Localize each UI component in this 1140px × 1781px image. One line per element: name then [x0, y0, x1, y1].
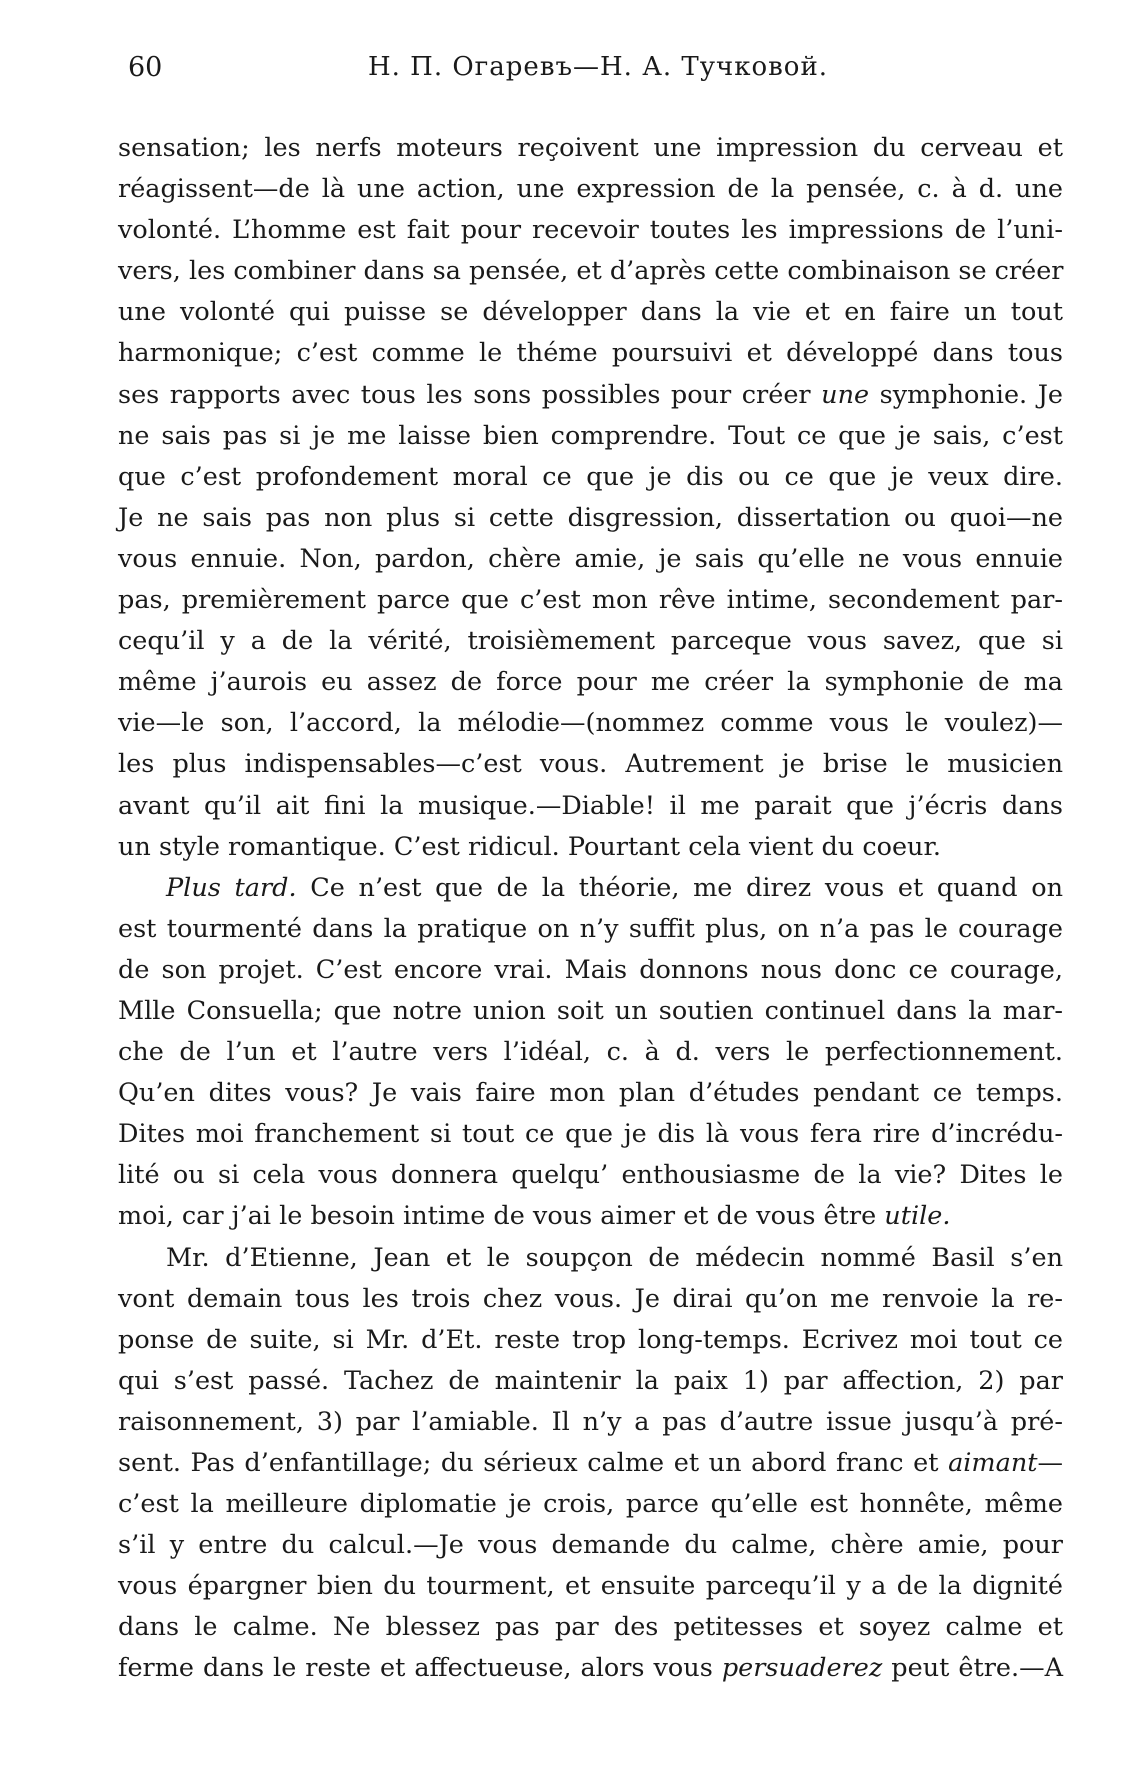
text-line: vous épargner bien du tourment, et ensuite parcequ’il y a de la dignité: [118, 1571, 1063, 1602]
text-line: [118, 1443, 1063, 1484]
text-segment: Ce n’est que de la théorie, me direz vous et quand on: [296, 872, 1064, 903]
text-segment: moi, car j’ai le besoin intime de vous aimer et de vous être: [118, 1201, 885, 1232]
italic-segment: une: [821, 379, 870, 410]
running-head: Н. П. Огаревъ—Н. А. Тучковой.: [367, 52, 829, 82]
text-line: Je ne sais pas non plus si cette disgression, dissertation ou quoi—ne: [118, 502, 1063, 533]
text-line: de son projet. C’est encore vrai. Mais donnons nous donc ce courage,: [118, 954, 1063, 985]
text-line: dans le calme. Ne blessez pas par des petitesses et soyez calme et: [118, 1612, 1063, 1643]
text-line: [118, 1648, 1063, 1689]
text-line: Dites moi franchement si tout ce que je dis là vous fera rire d’incrédu-: [118, 1119, 1063, 1150]
text-line: vers, les combiner dans sa pensée, et d’après cette combinaison se créer: [118, 256, 1064, 287]
text-line: lité ou si cela vous donnera quelqu’ enthousiasme de la vie? Dites le: [118, 1160, 1063, 1191]
text-segment: sent. Pas d’enfantillage; du sérieux calme et un abord franc et: [118, 1448, 949, 1478]
text-line: Mr. d’Etienne, Jean et le soupçon de médecin nommé Basil s’en: [166, 1242, 1063, 1273]
text-line: ne sais pas si je me laisse bien comprendre. Tout ce que je sais, c’est: [118, 420, 1063, 451]
text-segment: ses rapports avec tous les sons possibles pour créer: [118, 379, 822, 410]
text-line: que c’est profondement moral ce que je dis ou ce que je veux dire.: [118, 461, 1063, 492]
italic-segment: persuaderez: [721, 1653, 883, 1684]
text-line: avant qu’il ait fini la musique.—Diable! il me parait que j’écris dans: [118, 790, 1063, 821]
text-line: pas, premièrement parce que c’est mon rêve intime, secondement par-: [118, 585, 1063, 616]
text-segment: symphonie. Je: [869, 379, 1064, 410]
text-line: raisonnement, 3) par l’amiable. Il n’y a pas d’autre issue jusqu’à pré-: [118, 1406, 1063, 1437]
italic-segment: utile.: [884, 1201, 951, 1232]
text-line: [118, 1196, 1063, 1237]
text-segment: peut être.—A: [882, 1653, 1064, 1684]
text-line: réagissent—de là une action, une expression de la pensée, c. à d. une: [118, 174, 1063, 205]
text-line: volonté. L’homme est fait pour recevoir toutes les impressions de l’uni-: [118, 215, 1063, 246]
text-line: vous ennuie. Non, pardon, chère amie, je sais qu’elle ne vous ennuie: [118, 543, 1063, 574]
text-line: harmonique; c’est comme le théme poursuivi et développé dans tous: [118, 338, 1063, 369]
text-line: Qu’en dites vous? Je vais faire mon plan d’études pendant ce temps.: [118, 1078, 1063, 1109]
page-header: [128, 52, 1068, 102]
text-line: Mlle Consuella; que notre union soit un soutien continuel dans la mar-: [118, 995, 1063, 1026]
text-line: [118, 868, 1063, 909]
text-line: vie—le son, l’accord, la mélodie—(nommez comme vous le voulez)—: [118, 708, 1063, 739]
text-line: qui s’est passé. Tachez de maintenir la paix 1) par affection, 2) par: [118, 1365, 1063, 1396]
text-line: vont demain tous les trois chez vous. Je dirai qu’on me renvoie la re-: [118, 1283, 1063, 1314]
page-number: 60: [128, 52, 163, 83]
text-line: ponse de suite, si Mr. d’Et. reste trop long-temps. Ecrivez moi tout ce: [118, 1324, 1063, 1355]
text-line: che de l’un et l’autre vers l’idéal, c. à d. vers le perfectionnement.: [118, 1037, 1063, 1068]
text-line: un style romantique. C’est ridicul. Pourtant cela vient du coeur.: [118, 831, 941, 862]
text-line: cequ’il y a de la vérité, troisièmement parceque vous savez, que si: [118, 626, 1063, 657]
italic-segment: Plus tard.: [166, 872, 297, 903]
text-line: sensation; les nerfs moteurs reçoivent une impression du cerveau et: [118, 133, 1063, 163]
text-segment: —: [1037, 1448, 1063, 1478]
text-line: les plus indispensables—c’est vous. Autrement je brise le musicien: [118, 749, 1063, 780]
text-segment: ferme dans le reste et affectueuse, alors vous: [118, 1653, 722, 1684]
italic-segment: aimant: [948, 1448, 1038, 1478]
text-line: même j’aurois eu assez de force pour me créer la symphonie de ma: [118, 667, 1063, 698]
text-line: une volonté qui puisse se développer dans la vie et en faire un tout: [118, 297, 1063, 328]
text-line: est tourmenté dans la pratique on n’y suffit plus, on n’a pas le courage: [118, 913, 1063, 944]
text-line: [118, 375, 1063, 416]
text-line: c’est la meilleure diplomatie je crois, parce qu’elle est honnête, même: [118, 1489, 1063, 1520]
text-line: s’il y entre du calcul.—Je vous demande du calme, chère amie, pour: [118, 1530, 1063, 1561]
body-text: [118, 128, 1063, 1690]
